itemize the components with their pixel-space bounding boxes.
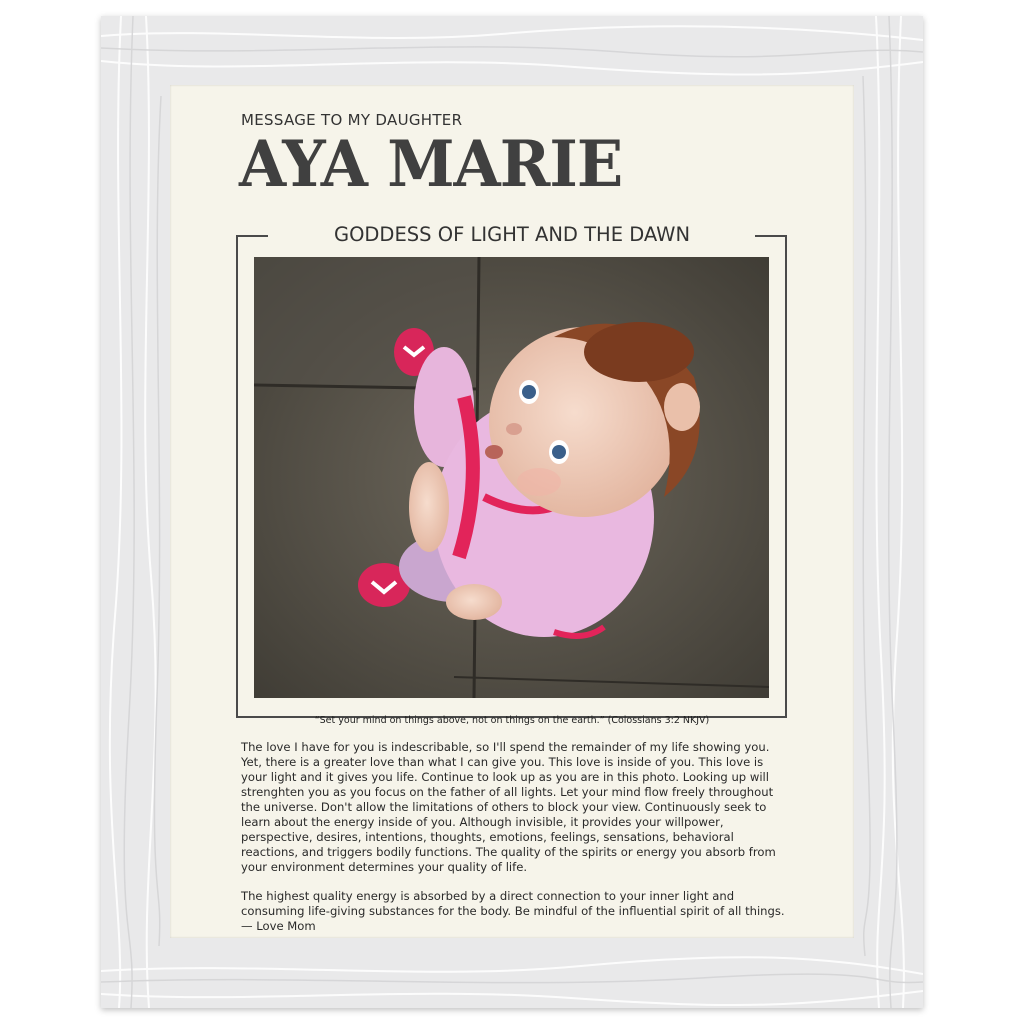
baby-photo [254, 257, 769, 698]
bracket-right-side [785, 235, 787, 718]
message-paragraph-1: The love I have for you is indescribable, so I'll spend the remainder of my life showing you. Yet, there is a greater love than what I can give you. This love is inside of you. This love is your light and it gives you life. Continue to look up as you are in this photo. Looking up will strenghten you as you focus on the father of all lights. Let your mind flow freely throughout the universe. Don't allow the limitations of others to block your view. Continuously seek to learn about the energy inside of you. Although invisible, it provides your willpower, perspective, desires, intentions, thoughts, emotions, feelings, sensations, behavioral reactions, and triggers bodily functions. The quality of the spirits or energy you absorb from your environment determines your quality of life. [241, 740, 776, 874]
daughter-name-heading: AYA MARIE [239, 127, 623, 202]
bracket-right-top [755, 235, 787, 237]
baby-illustration [254, 257, 769, 698]
bible-quote: “Set your mind on things above, not on things on the earth.” (Colossians 3:2 NKJV) [314, 715, 710, 726]
subtitle-text: GODDESS OF LIGHT AND THE DAWN [333, 223, 691, 246]
bracket-left-top [236, 235, 268, 237]
message-body [241, 740, 786, 948]
poster-mat [170, 85, 854, 938]
message-paragraph-2: The highest quality energy is absorbed by a direct connection to your inner light and consuming life-giving substances for the body. Be mindful of the influential spirit of all things. — Love Mom [241, 889, 785, 933]
kicker-text: MESSAGE TO MY DAUGHTER [241, 111, 463, 129]
bracket-left-side [236, 235, 238, 718]
